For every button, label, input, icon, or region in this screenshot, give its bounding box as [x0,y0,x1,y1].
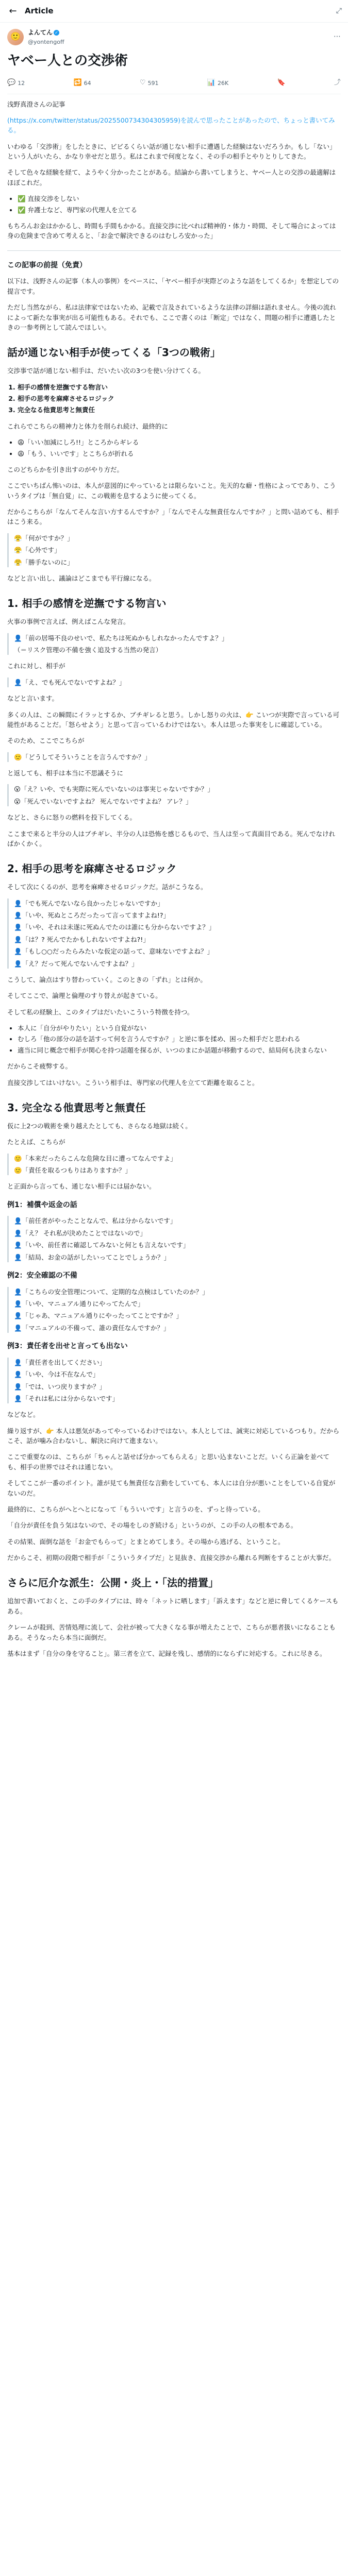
more-options-icon[interactable]: ⋯ [334,32,341,41]
paragraph: などと、さらに怒りの燃料を投下してくる。 [7,814,137,822]
action-bar [7,74,341,94]
paragraph: 最終的に、こちらがへとへとになって「もういいです」と言うのを、ずっと待っている。 [7,1505,264,1513]
paragraph: いわゆる「交渉術」をしたときに、ビビるくらい話が通じない相手に遭遇した経験はないだろうか。もし「ない」という人がいたら、かなり幸せだと思う。私はこれまで何度となく、その手の相手とやりとりしてきた。 [7,142,336,161]
list-item: • 😩「いい加減にしろ!!」ところからギレる [18,437,341,447]
quote-line: 👤「前任者がやったことなんで、私は分からないです」 [14,1217,177,1225]
quote-line: （＝リスク管理の不備を強く追及する当然の発言） [14,646,162,654]
views-count: 26K [218,79,229,87]
quote-line: 👤「いや、前任者に確認してみないと何とも言えないです」 [14,1241,190,1249]
quote-line: 👤「それは私には分からないです」 [14,1394,119,1402]
paragraph: たとえば、こちらが [7,1138,65,1146]
section-heading: さらに厄介な派生：公開・炎上・「法的措置」 [7,1577,219,1589]
section-heading: 例1：補償や返金の話 [7,1200,77,1209]
quote-line: 👤「は？? 死んでたかもしれないですよね?!」 [14,935,150,943]
paragraph: ここで重要なのは、こちらが「ちゃんと話せば分かってもらえる」と思い込まないことだ。いくら正論を並べても、相手の世界ではそれは通じない。 [7,1453,330,1471]
paragraph: そして次にくるのが、思考を麻痺させるロジックだ。話がこうなる。 [7,883,207,891]
bullet-list [7,437,341,459]
author-name[interactable]: よんてん [28,29,53,36]
paragraph: ここまで来ると半分の人はブチギレ、半分の人は恐怖を感じるもので、当人は至って真面目である。死んでなければかくかく。 [7,829,336,848]
paragraph: 多くの人は、この瞬間にイラッとするか、ブチギレると思う。しかし怒りの火は、👉 こいつが実際で言っている可能性があることだ。「怒らせよう」と思って言っているわけではない。本人は思った事実をしに確認している。 [7,710,340,728]
dialogue-quote [7,1154,341,1176]
paragraph: 仮に上2つの戦術を乗り越えたとしても、さらなる地獄は続く。 [7,1122,192,1130]
paragraph: もちろんお金はかかるし、時間も手間もかかる。直接交渉に比べれば精神的・体力・時間、そして場合によっては身の危険まで含めて考えると、「お金で解決できるのはむしろ安かった」 [7,222,336,240]
avatar[interactable]: 🙂 [7,29,24,45]
bullet-list [7,1023,341,1055]
paragraph: これに対し、相手が [7,662,65,670]
paragraph: 火事の事例で言えば、例えばこんな発言。 [7,618,130,626]
bookmark-button[interactable] [277,78,286,88]
paragraph: 繰り返すが、👉 本人は悪気があってやっているわけではない。本人としては、誠実に対応しているつもり。だからこそ、話が噛み合わないし、解決に向けて進まない。 [7,1427,340,1445]
quote-line: 👤「でも死んでないなら良かったじゃないですか」 [14,899,164,907]
numbered-list [7,382,341,415]
quote-line: 👤「いや、それは未遂に死ぬんでたのは誰にも分からないですよ？」 [14,923,216,931]
quote-line: 🙂「責任を取るつもりはありますか？」 [14,1166,131,1175]
dialogue-quote [7,1287,341,1333]
dialogue-quote [7,899,341,969]
views-button[interactable] [207,78,228,88]
paragraph: ここでいちばん怖いのは、本人が意図的にやっているとは限らないこと。先天的な癖・性格によってであり、こういうタイプは「無自覚」に、この戦術を息するように使ってくる。 [7,482,336,500]
quote-line: 👤「では、いつ戻りますか？」 [14,1382,106,1391]
dialogue-quote [7,784,341,806]
paragraph: そしてここが一番のポイント。誰が見ても無責任な言動をしていても、本人には自分が悪いことをしている自覚がないのだ。 [7,1479,336,1497]
quote-line: 👤「前の居場不良のせいで、私たちは死ぬかもしれなかったんですよ？」 [14,634,228,642]
back-arrow-icon[interactable]: ← [9,5,17,16]
paragraph: と返しても、相手は本当に不思議そうに [7,769,124,777]
paragraph: 基本はまず「自分の身を守ること」。第三者を立て、記録を残し、感情的にならずに対応する。これに尽きる。 [7,1649,326,1657]
list-item: • ✅ 弁護士など、専門家の代理人を立てる [18,205,341,215]
paragraph: その結果、面倒な話を「お金でもらって」とまとめてしまう。その場から逃げる、ということ。 [7,1537,285,1546]
paragraph: こうして、論点はすり替わっていく。このときの「ずれ」とは何か。 [7,975,207,984]
like-count: 591 [147,79,159,87]
reply-icon: 💬 [7,79,16,87]
verified-badge-icon: ✓ [54,30,59,36]
dialogue-quote [7,1358,341,1404]
list-item: • 本人に「自分がやりたい」という自覚がない [18,1023,341,1033]
quote-line: 👤「え、でも死んでないですよね？」 [14,678,126,686]
list-item: 1. 相手の感情を逆撫でする物言い [18,382,341,392]
list-item: 2. 相手の思考を麻痺させるロジック [18,394,341,403]
paragraph: これらでこちらの精神力と体力を削られ続け、最終的に [7,422,168,430]
author-handle[interactable]: @yontengoff [28,38,64,45]
article-body [7,94,341,1659]
quote-line: 👤「こちらの安全管理について、定期的な点検はしていたのか？」 [14,1287,209,1296]
section-heading: 例2：安全確認の不備 [7,1271,77,1280]
quote-line: 😤「勝手ないのに」 [14,558,74,566]
list-item: • 適当に同じ概念で相手が関心を持つ話題を探るが、いつのまにか話題が移動するので、結局何も決まらない [18,1045,341,1055]
paragraph: などと言います。 [7,694,59,703]
paragraph: そして色々な経験を経て、ようやく分かったことがある。結論から書いてしまうと、ヤベー人との交渉の最適解はほぼこれだ。 [7,168,336,187]
paragraph: クレームが殺到、苦情処理に流して、会社が被って大きくなる事が増えたことで、こちらが悪者扱いになることもある。そうなったら本当に面倒だ。 [7,1623,336,1641]
reply-count: 12 [18,79,25,87]
section-heading: 3. 完全なる他責思考と無責任 [7,1101,146,1114]
section-heading: 例3：責任者を出せと言っても出ない [7,1342,128,1351]
quote-line: 👤「いや、マニュアル通りにやってたんで」 [14,1300,144,1308]
paragraph: などと言い出し、議論はどこまでも平行線になる。 [7,574,156,582]
paragraph: そして私の経験上、このタイプはだいたいこういう特徴を持つ。 [7,1008,194,1016]
like-button[interactable] [140,78,159,88]
paragraph: そのため、ここでこちらが [7,737,85,745]
paragraph: と正面から言っても、通じない相手には届かない。 [7,1182,156,1191]
section-heading: 2. 相手の思考を麻痺させるロジック [7,862,177,875]
paragraph: だからこそ、初期の段階で相手が「こういうタイプだ」と見抜き、直接交渉から離れる判断をすることが大事だ。 [7,1554,336,1562]
reply-button[interactable] [7,78,25,88]
expand-icon[interactable]: ⤢ [336,6,342,15]
bullet-list [7,194,341,215]
dialogue-quote [7,1216,341,1262]
page-title: Article [25,6,54,15]
dialogue-quote [7,752,341,762]
list-item: • 😩「もう、いいです」とこちらが折れる [18,449,341,459]
quote-line: 🙂「本来だったらこんな危険な目に遭ってなんですよ」 [14,1154,177,1162]
repost-count: 64 [84,79,91,87]
section-heading: 1. 相手の感情を逆撫でする物言い [7,597,167,610]
section-heading: 話が通じない相手が使ってくる「3つの戦術」 [7,346,221,359]
share-button[interactable] [334,78,341,88]
bookmark-icon: 🔖 [277,79,286,87]
paragraph: などなど。 [7,1411,40,1419]
quote-line: 👤「いや、今は不在なんで」 [14,1370,100,1379]
dialogue-quote [7,633,341,655]
quote-line: 😮「死んでいないですよね？ 死んでないですよね？ アレ？」 [14,797,192,805]
paragraph: だからこそ疲弊する。 [7,1062,72,1071]
paragraph: 交渉事で話が通じない相手は、だいたい次の3つを使い分けてくる。 [7,367,205,375]
repost-button[interactable] [73,78,91,88]
paragraph: そしてここで、論理と倫理のすり替えが起きている。 [7,992,162,1000]
share-icon: ⤴ [334,79,341,87]
top-bar [0,0,348,23]
paragraph: ただし当然ながら、私は法律家ではないため、記載で言及されているような法律の詳細は語れません。今後の流れによって新たな事実が出る可能性もある。それでも、ここで書くのは「断定」ではなく、問題の相手に遭遇したときの一参考例として読んでほしい。 [7,303,336,331]
views-icon: 📊 [207,79,216,87]
quote-line: 👤「え？ それ私が決めたことではないので」 [14,1229,147,1237]
author-row [7,23,341,50]
source-link[interactable]: (https://x.com/twitter/status/2025500734304305959)を読んで思ったことがあったので、ちょっと書いてみる。 [7,116,335,134]
quote-line: 👤「じゃあ、マニュアル通りにやったってことですか？」 [14,1312,183,1320]
quote-line: 👤「結局、お金の話がしたいってことでしょうか？」 [14,1253,171,1261]
paragraph: だからこちらが「なんてそんな言い方するんですか？」「なんでそんな無責任なんですか？」と問い詰めても、相手はこう来る。 [7,508,339,526]
divider [7,250,341,251]
heart-icon: ♡ [139,79,146,87]
list-item: 3. 完全なる他責思考と無責任 [18,405,341,415]
quote-line: 👤「もし○○だったらみたいな仮定の話って、意味ないですよね？」 [14,947,214,956]
quote-line: 👤「いや、死ぬところだったって言ってますよね!?」 [14,911,170,920]
quote-line: 👤「責任者を出してください」 [14,1358,106,1366]
quote-line: 🙂「どうしてそういうことを言うんですか？」 [14,753,151,761]
paragraph: 浅野真澄さんの記事 [7,100,65,108]
paragraph: 「自分が責任を負う気はないので、その場をしのぎ続ける」というのが、この手の人の根本である。 [7,1521,297,1530]
quote-line: 👤「マニュアルの不備って、誰の責任なんですか？」 [14,1324,170,1332]
paragraph: 直接交渉してはいけない。こういう相手は、専門家の代理人を立てて距離を取ること。 [7,1078,259,1087]
quote-line: 👤「え？だって死んでないんですよね？」 [14,959,138,968]
quote-line: 😮「え？いや、でも実際に死んでいないのは事実じゃないですか？」 [14,785,214,793]
dialogue-quote [7,677,341,687]
list-item: • ✅ 直接交渉をしない [18,194,341,204]
paragraph: 以下は、浅野さんの記事（本人の事例）をベースに、「ヤベー相手が実際どのような話をしてくるか」を想定しての提言です。 [7,277,339,295]
quote-line: 😤「心外です」 [14,546,61,554]
article-title: ヤベー人との交渉術 [7,53,128,69]
section-heading: この記事の前提（免責） [7,261,87,269]
quote-line: 😤「何がですか？」 [14,534,74,542]
paragraph: 追加で書いておくと、この手のタイプには、時々「ネットに晒します」「訴えます」などと逆に脅してくるケースもある。 [7,1597,339,1615]
repost-icon: 🔁 [73,79,82,87]
list-item: • むしろ「他の部分の話を話すって何を言うんですか？」と逆に事を揉め、困った相手だと思われる [18,1034,341,1044]
dialogue-quote [7,533,341,567]
paragraph: このどちらかを引き出すのがやり方だ。 [7,465,124,473]
